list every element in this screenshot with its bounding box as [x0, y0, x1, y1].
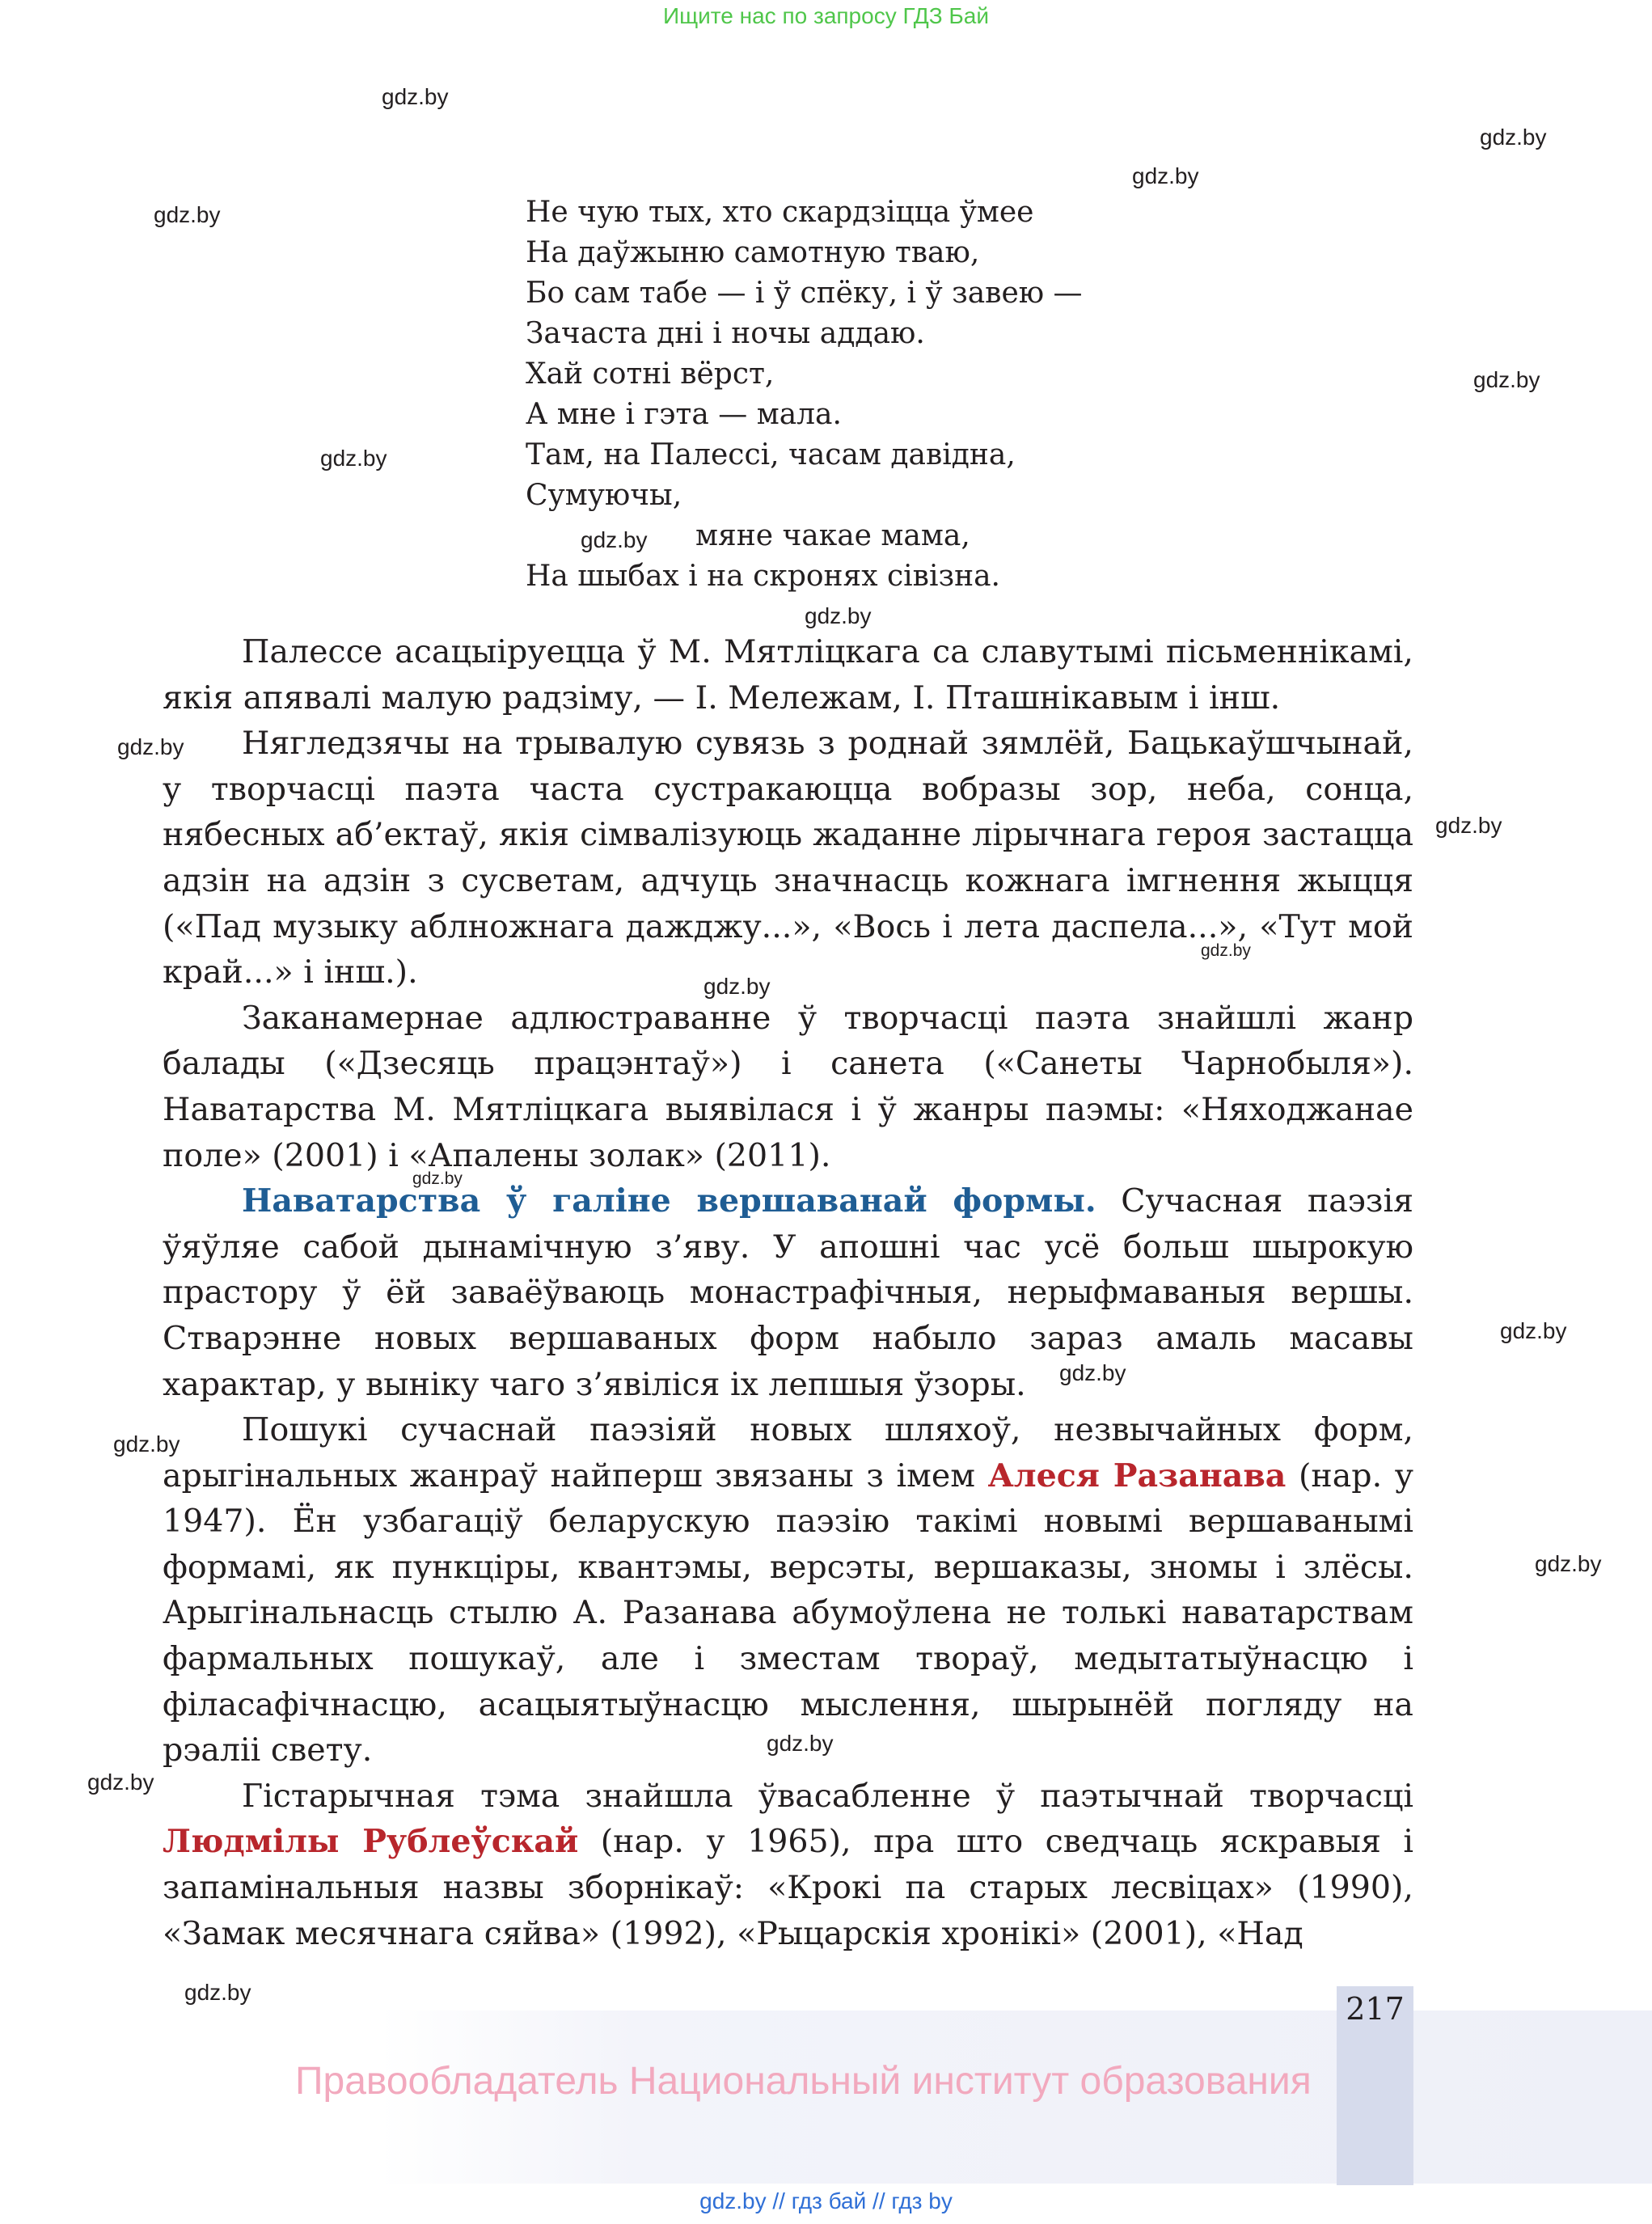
poem-line: Не чую тых, хто скардзіцца ўмее: [526, 196, 1034, 229]
rights-holder-notice: Правообладатель Национальный институт образования: [295, 2060, 1312, 2103]
watermark: gdz.by: [320, 446, 387, 471]
page-number: 217: [1346, 1991, 1405, 2027]
author-name-razanau: Алеся Разанава: [987, 1457, 1287, 1495]
watermark: gdz.by: [113, 1431, 180, 1457]
watermark: gdz.by: [703, 974, 771, 999]
poem-line: Там, на Палессі, часам давідна,: [526, 438, 1016, 471]
poem-line: Зачаста дні і ночы аддаю.: [526, 317, 925, 350]
watermark: gdz.by: [1535, 1551, 1602, 1576]
paragraph-verse-forms: [163, 1178, 1413, 1407]
poem-line: На даўжыню самотную тваю,: [526, 236, 980, 269]
poem-line: Бо сам табе — і ў спёку, і ў завею —: [526, 277, 1083, 310]
poem-line: мяне чакае мама,: [695, 519, 970, 552]
paragraph-text: (нар. у 1965), пра што сведчаць яскравыя і запамінальныя назвы зборнікаў: «Крокі па старых лесвіцах» (1990), «Замак месячнага сяйва» (1992), «Рыцарскія хронікі» (2001), «Над: [163, 1823, 1413, 1952]
watermark: gdz.by: [767, 1731, 834, 1756]
poem-line: Хай сотні вёрст,: [526, 357, 775, 391]
author-name-rubleuskaya: Людмілы Рублеўскай: [163, 1823, 579, 1861]
poem-line: А мне і гэта — мала.: [526, 398, 842, 431]
watermark: gdz.by: [1480, 125, 1547, 150]
watermark: gdz.by: [412, 1169, 463, 1188]
paragraph-text: Гістарычная тэма знайшла ўвасабленне ў паэтычнай творчасці: [242, 1777, 1413, 1815]
watermark: gdz.by: [581, 527, 648, 552]
paragraph-text: Пошукі сучаснай паэзіяй новых шляхоў, незвычайных форм, арыгінальных жанраў найперш звязаны з імем: [163, 1411, 1413, 1495]
watermark: gdz.by: [382, 84, 449, 109]
top-search-banner: Ищите нас по запросу ГДЗ Бай: [662, 3, 990, 28]
watermark: gdz.by: [1201, 941, 1251, 960]
paragraph-razanau: [163, 1407, 1413, 1774]
watermark: gdz.by: [805, 603, 872, 628]
bottom-links-banner[interactable]: gdz.by // гдз бай // гдз by: [699, 2188, 953, 2213]
watermark: gdz.by: [1500, 1318, 1567, 1343]
watermark: gdz.by: [1473, 367, 1540, 392]
paragraph-genres: Заканамернае адлюстраванне ў творчасці паэта знайшлі жанр балады («Дзесяць працэнтаў») і санета («Санеты Чарнобыля»). Наватарства М. Мятліцкага выявілася і ў жанры паэмы: «Няходжанае поле» (2001) і «Апалены золак» (2011).: [163, 999, 1413, 1174]
watermark: gdz.by: [184, 1980, 251, 2005]
body-text: [163, 629, 1413, 1956]
poem-stanza: [526, 192, 1083, 597]
paragraph-polesie: Палессе асацыіруецца ў М. Мятліцкага са славутымі пісьменнікамі, якія апявалі малую радзіму, — І. Мележам, І. Пташнікавым і інш.: [163, 633, 1413, 717]
paragraph-cosmic-images: Нягледзячы на трывалую сувязь з роднай зямлёй, Бацькаўшчынай, у творчасці паэта часта сустракаюцца вобразы зор, неба, сонца, нябесных аб’ектаў, якія сімвалізуюць жаданне лірычнага героя застацца адзін на адзін з сусветам, адчуць значнасць кожнага імгнення жыцця («Пад музыку аблножнага дажджу...», «Вось і лета даспела...», «Тут мой край...» і інш.).: [163, 725, 1413, 991]
poem-line: На шыбах і на скронях сівізна.: [526, 560, 1000, 593]
watermark: gdz.by: [117, 734, 184, 759]
paragraph-text: Сучасная паэзія ўяўляе сабой дынамічную з’яву. У апошні час усё больш шырокую прастору ў ёй заваёўваюць монастрафічныя, нерыфмаваныя вершы. Стварэнне новых вершаваных форм набыло зараз амаль масавы характар, у выніку чаго з’явіліся іх лепшыя ўзоры.: [163, 1182, 1413, 1403]
section-lead-heading: Наватарства ў галіне вершаванай формы.: [242, 1182, 1096, 1220]
watermark: gdz.by: [154, 202, 221, 227]
poem-line: Сумуючы,: [526, 479, 682, 512]
watermark: gdz.by: [1059, 1360, 1126, 1385]
watermark: gdz.by: [1435, 813, 1502, 838]
watermark: gdz.by: [1132, 163, 1199, 188]
watermark: gdz.by: [87, 1769, 154, 1795]
paragraph-rubleuskaya: [163, 1774, 1413, 1956]
paragraph-text: (нар. у 1947). Ён узбагаціў беларускую паэзію такімі новымі вершаванымі формамі, як пункціры, квантэмы, версэты, вершаказы, зномы і злёсы. Арыгінальнасць стылю А. Разанава абумоўлена не толькі наватарствам фармальных пошукаў, але і зместам твораў, медытатыўнасцю і філасафічнасцю, асацыятыўнасцю мыслення, шырынёй погляду на рэаліі свету.: [163, 1457, 1414, 1769]
